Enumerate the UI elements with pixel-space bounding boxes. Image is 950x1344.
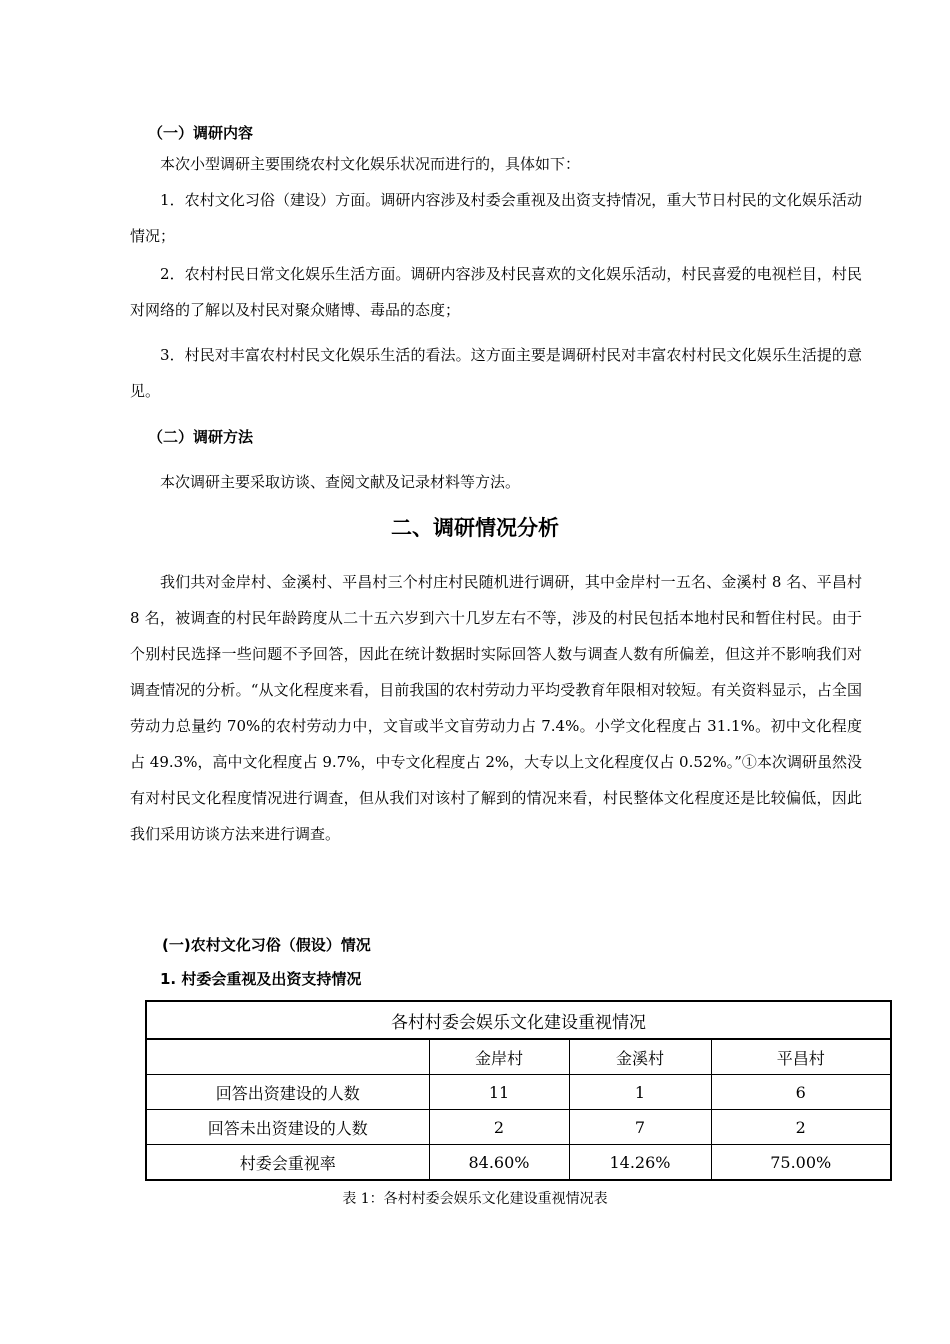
table-header-cell: 金岸村 xyxy=(429,1039,569,1075)
table-cell: 2 xyxy=(429,1110,569,1145)
chapter-body: 我们共对金岸村、金溪村、平昌村三个村庄村民随机进行调研，其中金岸村一五名、金溪村 8 名、平昌村 8 名，被调查的村民年龄跨度从二十五六岁到六十几岁左右不等，涉及的村民包括本地村民和暂住村民。由于个别村民选择一些问题不予回答，因此在统计数据时实际回答人数与调查人数有所偏差，但这并不影响我们对调查情况的分析。“从文化程度来看，目前我国的农村劳动力平均受教育年限相对较短。有关资料显示，占全国劳动力总量约 70%的农村劳动力中，文盲或半文盲劳动力占 7.4%。小学文化程度占 31.1%。初中文化程度占 49.3%，高中文化程度占 9.7%，中专文化程度占 2%，大专以上文化程度仅占 0.52%。”①本次调研虽然没有对村民文化程度情况进行调查，但从我们对该村了解到的情况来看，村民整体文化程度还是比较偏低，因此我们采用访谈方法来进行调查。 xyxy=(130,573,862,843)
table-cell: 1 xyxy=(569,1075,711,1110)
village-survey-table xyxy=(145,1000,892,1181)
subsection-subheading: 1. 村委会重视及出资支持情况 xyxy=(160,970,362,988)
table-header-row xyxy=(146,1039,891,1075)
table-cell: 75.00% xyxy=(711,1145,891,1181)
table-cell: 7 xyxy=(569,1110,711,1145)
method-text: 本次调研主要采取访谈、查阅文献及记录材料等方法。 xyxy=(160,473,521,491)
table-cell: 6 xyxy=(711,1075,891,1110)
chapter-title: 二、调研情况分析 xyxy=(391,516,559,540)
table-cell: 2 xyxy=(711,1110,891,1145)
table-row xyxy=(146,1075,891,1110)
table-cell: 11 xyxy=(429,1075,569,1110)
table-title: 各村村委会娱乐文化建设重视情况 xyxy=(146,1001,891,1039)
subsection-heading: (一)农村文化习俗（假设）情况 xyxy=(162,936,371,954)
table-cell: 回答出资建设的人数 xyxy=(146,1075,429,1110)
section-intro: 本次小型调研主要围绕农村文化娱乐状况而进行的，具体如下： xyxy=(160,155,581,173)
table-cell: 回答未出资建设的人数 xyxy=(146,1110,429,1145)
table-title-row xyxy=(146,1001,891,1039)
table-cell: 84.60% xyxy=(429,1145,569,1181)
table-cell: 14.26% xyxy=(569,1145,711,1181)
table-row xyxy=(146,1110,891,1145)
section-heading-research-method: （二）调研方法 xyxy=(148,428,254,446)
table-row xyxy=(146,1145,891,1181)
table-header-cell xyxy=(146,1039,429,1075)
list-item: 1．农村文化习俗（建设）方面。调研内容涉及村委会重视及出资支持情况，重大节日村民的文化娱乐活动情况； xyxy=(130,191,862,245)
list-item: 2．农村村民日常文化娱乐生活方面。调研内容涉及村民喜欢的文化娱乐活动，村民喜爱的电视栏目，村民对网络的了解以及村民对聚众赌博、毒品的态度； xyxy=(130,265,862,319)
section-heading-research-content: （一）调研内容 xyxy=(148,124,254,142)
table-cell: 村委会重视率 xyxy=(146,1145,429,1181)
list-item: 3．村民对丰富农村村民文化娱乐生活的看法。这方面主要是调研村民对丰富农村村民文化娱乐生活提的意见。 xyxy=(130,346,862,400)
table-caption: 表 1：各村村委会娱乐文化建设重视情况表 xyxy=(342,1191,608,1207)
table-header-cell: 金溪村 xyxy=(569,1039,711,1075)
table-header-cell: 平昌村 xyxy=(711,1039,891,1075)
